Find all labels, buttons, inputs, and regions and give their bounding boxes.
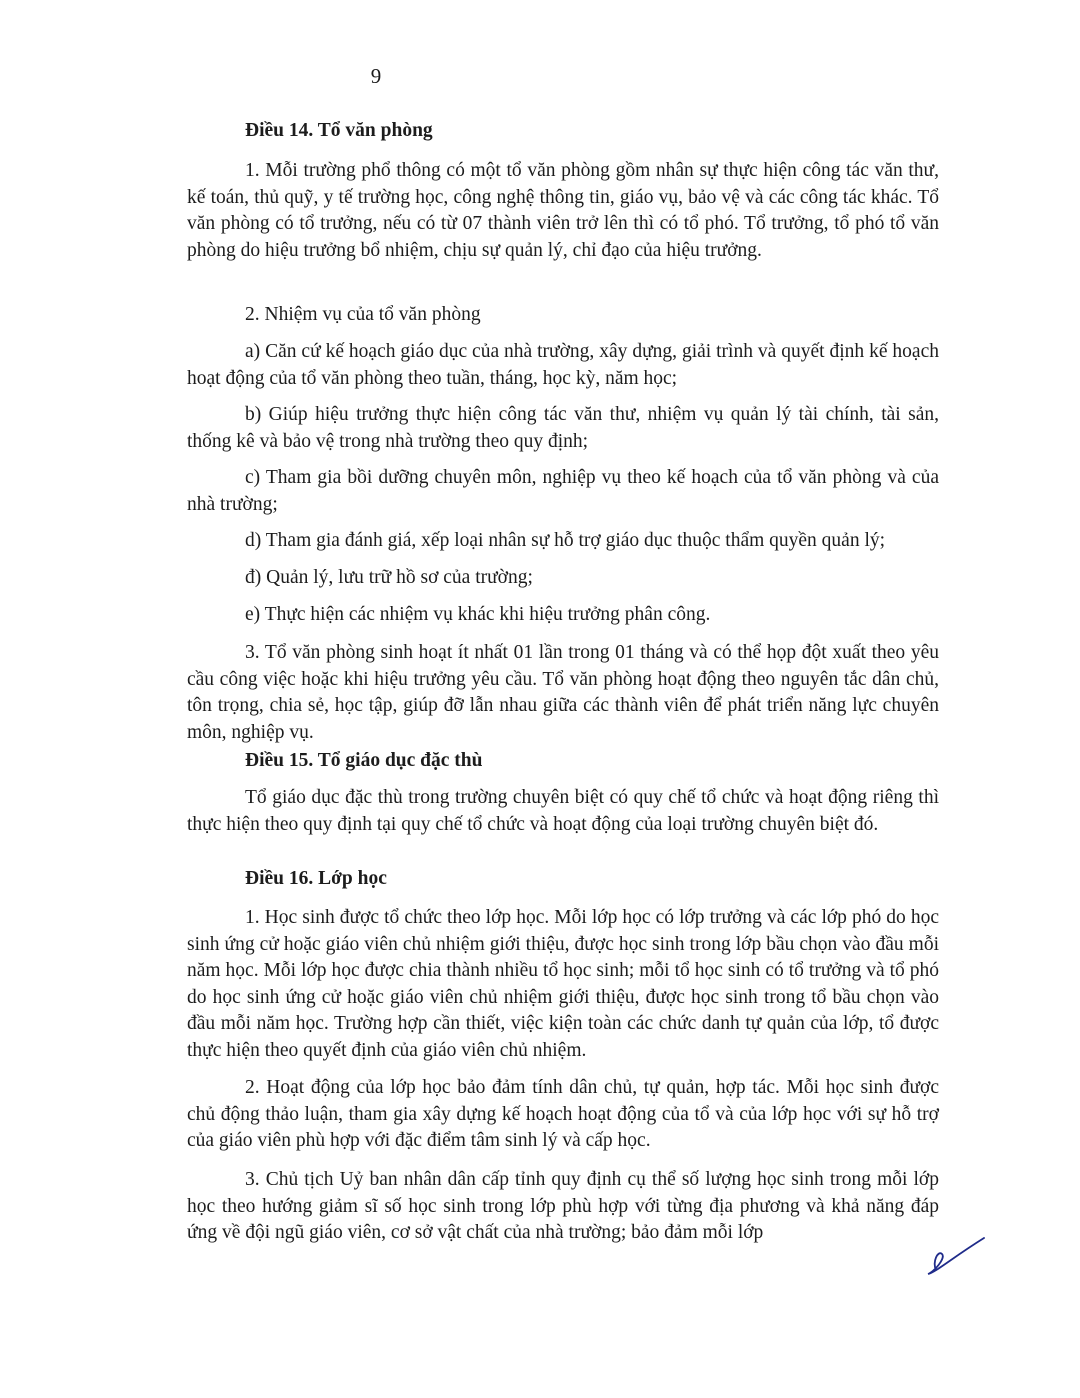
article-14-item-e: e) Thực hiện các nhiệm vụ khác khi hiệu trưởng phân công. — [245, 604, 711, 625]
article-14-item-a: a) Căn cứ kế hoạch giáo dục của nhà trường, xây dựng, giải trình và quyết định kế hoạch hoạt động của tổ văn phòng theo tuần, tháng, học kỳ, năm học; — [187, 341, 939, 389]
page-number: 9 — [370, 64, 382, 88]
article-14-item-b: b) Giúp hiệu trưởng thực hiện công tác văn thư, nhiệm vụ quản lý tài chính, tài sản, thống kê và bảo vệ trong nhà trường theo quy định; — [187, 404, 939, 452]
article-16-para-3: 3. Chủ tịch Uỷ ban nhân dân cấp tỉnh quy định cụ thể số lượng học sinh trong mỗi lớp học theo hướng giảm sĩ số học sinh trong lớp phù hợp với từng địa phương và khả năng đáp ứng về đội ngũ giáo viên, cơ sở vật chất của nhà trường; bảo đảm mỗi lớp — [187, 1169, 939, 1243]
article-14-item-d: d) Tham gia đánh giá, xếp loại nhân sự hỗ trợ giáo dục thuộc thẩm quyền quản lý; — [245, 530, 886, 551]
article-16-para-1: 1. Học sinh được tổ chức theo lớp học. Mỗi lớp học có lớp trưởng và các lớp phó do học sinh ứng cử hoặc giáo viên chủ nhiệm giới thiệu, được học sinh trong lớp bầu chọn vào đầu mỗi năm học. Mỗi lớp học được chia thành nhiều tổ học sinh; mỗi tổ học sinh có tổ trưởng và tổ phó do học sinh ứng cử hoặc giáo viên chủ nhiệm giới thiệu, được học sinh trong tổ bầu chọn vào đầu mỗi năm học. Trường hợp cần thiết, việc kiện toàn các chức danh tự quản của lớp, tổ được thực hiện theo quyết định của giáo viên chủ nhiệm. — [187, 907, 939, 1061]
article-14-item-c: c) Tham gia bồi dưỡng chuyên môn, nghiệp vụ theo kế hoạch của tổ văn phòng và của nhà trường; — [187, 467, 939, 515]
article-15-para-1: Tổ giáo dục đặc thù trong trường chuyên biệt có quy chế tổ chức và hoạt động riêng thì thực hiện theo quy định tại quy chế tổ chức và hoạt động của loại trường chuyên biệt đó. — [187, 787, 939, 835]
article-14-para-2: 2. Nhiệm vụ của tổ văn phòng — [245, 304, 481, 325]
article-14-para-3: 3. Tổ văn phòng sinh hoạt ít nhất 01 lần trong 01 tháng và có thể họp đột xuất theo yêu cầu công việc hoặc khi hiệu trưởng yêu cầu. Tổ văn phòng hoạt động theo nguyên tắc dân chủ, tôn trọng, chia sẻ, học tập, giúp đỡ lẫn nhau giữa các thành viên để phát triển năng lực chuyên môn, nghiệp vụ. — [187, 642, 939, 743]
article-14-para-1: 1. Mỗi trường phổ thông có một tổ văn phòng gồm nhân sự thực hiện công tác văn thư, kế toán, thủ quỹ, y tế trường học, công nghệ thông tin, giáo vụ, bảo vệ và các công tác khác. Tổ văn phòng có tổ trưởng, nếu có từ 07 thành viên trở lên thì có tổ phó. Tổ trưởng, tổ phó tổ văn phòng do hiệu trưởng bổ nhiệm, chịu sự quản lý, chỉ đạo của hiệu trưởng. — [187, 160, 939, 261]
article-16-para-2: 2. Hoạt động của lớp học bảo đảm tính dân chủ, tự quản, hợp tác. Mỗi học sinh được chủ động thảo luận, tham gia xây dựng kế hoạch hoạt động của tổ và của lớp học với sự hỗ trợ của giáo viên phù hợp với đặc điểm tâm sinh lý và cấp học. — [187, 1077, 939, 1151]
article-14-item-dd: đ) Quản lý, lưu trữ hồ sơ của trường; — [245, 567, 533, 588]
article-16-title: Điều 16. Lớp học — [245, 868, 387, 889]
article-15-title: Điều 15. Tổ giáo dục đặc thù — [245, 750, 483, 771]
initials-signature — [922, 1228, 988, 1278]
article-14-title: Điều 14. Tổ văn phòng — [245, 120, 433, 141]
